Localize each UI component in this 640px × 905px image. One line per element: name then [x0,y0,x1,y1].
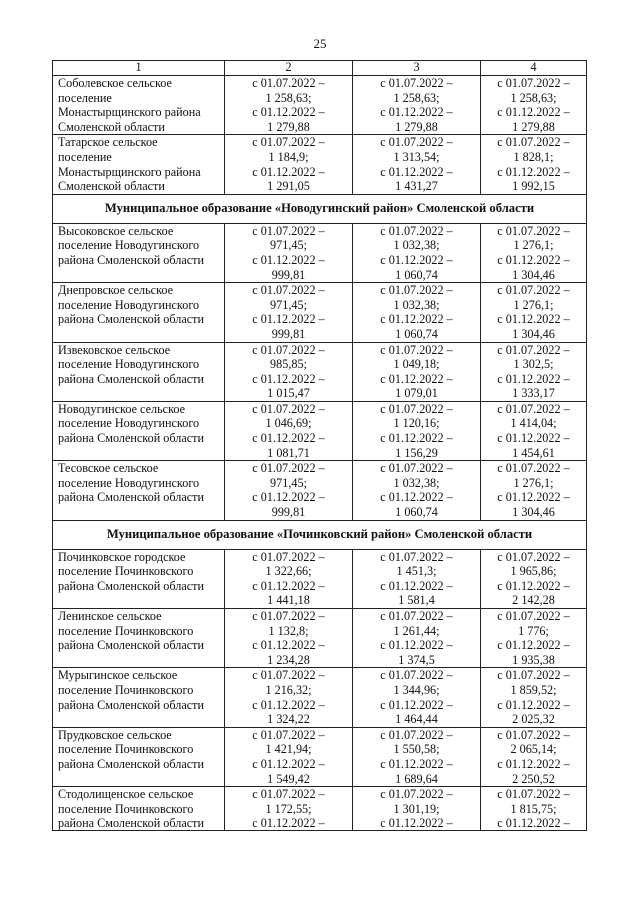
cell-text-line: 1 581,4 [398,593,435,608]
cell-text-line: Монастырщинского района [58,164,201,179]
cell-text-line: 971,45; [270,238,307,253]
cell-text-line: района Смоленской области [58,816,204,831]
table-row [53,342,587,401]
cell-text-line: с 01.07.2022 – [497,76,570,90]
cell-text-line: 2 025,32 [512,712,555,727]
cell-text-line: 1 828,1; [513,149,554,164]
cell-text-line: с 01.12.2022 – [380,697,453,712]
cell-text-line: 1 451,3; [396,564,437,579]
cell-text-line: поселение Починковского [58,801,194,816]
cell-text-line: 1 276,1; [513,238,554,253]
cell-text-line: с 01.07.2022 – [497,668,570,683]
value-cell-col2 [225,401,353,460]
cell-text-line: с 01.12.2022 – [380,252,453,267]
cell-text-line: с 01.07.2022 – [497,135,570,150]
cell-text-line: 1 859,52; [510,682,557,697]
cell-text-line: района Смоленской области [58,756,204,771]
cell-text-line: с 01.07.2022 – [252,549,325,564]
cell-text-line: 1 046,69; [265,416,312,431]
cell-text-line: с 01.07.2022 – [497,727,570,742]
cell-text-line: с 01.12.2022 – [497,371,570,386]
cell-text-line: с 01.12.2022 – [252,816,325,831]
cell-text-line: района Смоленской области [58,431,204,446]
value-cell-col3 [353,401,481,460]
cell-text-line: 1 431,27 [395,179,438,194]
cell-text-line: 1 258,63; [393,90,440,105]
cell-text-line: 1 258,63; [265,90,312,105]
value-cell-col3 [353,461,481,520]
cell-text-line: Смоленской области [58,179,165,194]
cell-text-line: с 01.07.2022 – [252,401,325,416]
cell-text-line: района Смоленской области [58,252,204,267]
cell-text-line: с 01.12.2022 – [380,105,453,120]
cell-text-line: 1 304,46 [512,505,555,520]
cell-text-line: с 01.07.2022 – [497,283,570,298]
value-cell-col4 [481,223,587,282]
settlement-name-cell [53,461,225,520]
cell-text-line: с 01.12.2022 – [497,431,570,446]
cell-text-line: 1 081,71 [267,445,310,460]
cell-text-line: Татарское сельское [58,135,158,150]
header-row [53,61,587,76]
table-row [53,76,587,135]
cell-text-line: 2 250,52 [512,771,555,786]
cell-text-line: 1 935,38 [512,652,555,667]
cell-text-line: 1 279,88 [267,119,310,134]
cell-text-line: 1 079,01 [395,386,438,401]
cell-text-line: с 01.12.2022 – [380,164,453,179]
table-row [53,223,587,282]
section-row [53,520,587,549]
cell-text-line: Смоленской области [58,119,165,134]
value-cell-col4 [481,549,587,608]
cell-text-line: 1 172,55; [265,801,312,816]
cell-text-line: 1 965,86; [510,564,557,579]
cell-text-line: с 01.07.2022 – [252,342,325,357]
cell-text-line: 985,85; [270,357,307,372]
cell-text-line: с 01.07.2022 – [497,787,570,802]
cell-text-line: с 01.12.2022 – [252,490,325,505]
settlement-name-cell [53,401,225,460]
table-row [53,135,587,194]
cell-text-line: с 01.12.2022 – [252,431,325,446]
cell-text-line: Починковское городское [58,549,186,564]
cell-text-line: с 01.12.2022 – [497,756,570,771]
cell-text-line: поселение [58,149,112,164]
cell-text-line: 1 549,42 [267,771,310,786]
cell-text-line: Монастырщинского района [58,105,201,120]
table-row [53,609,587,668]
cell-text-line: 1 261,44; [393,623,440,638]
cell-text-line: с 01.07.2022 – [380,668,453,683]
column-header-4: 4 [481,61,587,76]
cell-text-line: 1 304,46 [512,267,555,282]
cell-text-line: 1 258,63; [510,90,557,105]
cell-text-line: 1 454,61 [512,445,555,460]
cell-text-line: с 01.12.2022 – [497,105,570,120]
value-cell-col3 [353,727,481,786]
cell-text-line: с 01.12.2022 – [497,490,570,505]
cell-text-line: с 01.07.2022 – [252,787,325,802]
cell-text-line: 999,81 [271,267,306,282]
cell-text-line: 1 333,17 [512,386,555,401]
cell-text-line: с 01.12.2022 – [380,431,453,446]
cell-text-line: с 01.07.2022 – [497,223,570,238]
cell-text-line: 1 120,16; [393,416,440,431]
cell-text-line: 1 776; [518,623,549,638]
value-cell-col2 [225,283,353,342]
cell-text-line: с 01.07.2022 – [252,461,325,476]
cell-text-line: с 01.07.2022 – [497,461,570,476]
cell-text-line: 1 815,75; [510,801,557,816]
value-cell-col4 [481,401,587,460]
cell-text-line: 1 322,66; [265,564,312,579]
cell-text-line: 1 313,54; [393,149,440,164]
cell-text-line: 1 301,19; [393,801,440,816]
settlement-name-cell [53,549,225,608]
cell-text-line: Стодолищенское сельское [58,787,194,802]
value-cell-col4 [481,283,587,342]
cell-text-line: Соболевское сельское [58,76,172,90]
cell-text-line: Новодугинское сельское [58,401,186,416]
cell-text-line: с 01.07.2022 – [380,461,453,476]
cell-text-line: с 01.07.2022 – [252,223,325,238]
settlement-name-cell [53,76,225,135]
cell-text-line: района Смоленской области [58,490,204,505]
table-row [53,283,587,342]
cell-text-line: 1 184,9; [268,149,309,164]
cell-text-line: 1 304,46 [512,326,555,341]
cell-text-line: 971,45; [270,297,307,312]
cell-text-line: с 01.12.2022 – [252,697,325,712]
value-cell-col4 [481,668,587,727]
cell-text-line: 1 060,74 [395,326,438,341]
cell-text-line: с 01.07.2022 – [252,668,325,683]
settlement-name-cell [53,668,225,727]
cell-text-line: Мурыгинское сельское [58,668,178,683]
tariff-table [52,60,587,831]
cell-text-line: 1 216,32; [265,682,312,697]
cell-text-line: поселение [58,90,112,105]
cell-text-line: 1 032,38; [393,297,440,312]
value-cell-col4 [481,135,587,194]
value-cell-col4 [481,609,587,668]
settlement-name-cell [53,787,225,831]
cell-text-line: 1 060,74 [395,505,438,520]
cell-text-line: 1 302,5; [513,357,554,372]
value-cell-col2 [225,342,353,401]
cell-text-line: 1 344,96; [393,682,440,697]
cell-text-line: района Смоленской области [58,578,204,593]
value-cell-col2 [225,461,353,520]
settlement-name-cell [53,342,225,401]
cell-text-line: с 01.07.2022 – [380,342,453,357]
cell-text-line: с 01.12.2022 – [380,816,453,831]
cell-text-line: с 01.12.2022 – [497,252,570,267]
cell-text-line: с 01.12.2022 – [497,638,570,653]
cell-text-line: Прудковское сельское [58,727,172,742]
cell-text-line: с 01.12.2022 – [380,638,453,653]
cell-text-line: с 01.12.2022 – [380,371,453,386]
value-cell-col2 [225,76,353,135]
cell-text-line: с 01.12.2022 – [497,312,570,327]
section-row [53,194,587,223]
cell-text-line: с 01.12.2022 – [252,252,325,267]
cell-text-line: района Смоленской области [58,638,204,653]
value-cell-col2 [225,787,353,831]
cell-text-line: Извековское сельское [58,342,171,357]
value-cell-col4 [481,342,587,401]
cell-text-line: 1 291,05 [267,179,310,194]
cell-text-line: с 01.12.2022 – [380,756,453,771]
cell-text-line: 2 065,14; [510,742,557,757]
cell-text-line: с 01.12.2022 – [497,697,570,712]
cell-text-line: 1 421,94; [265,742,312,757]
table-row [53,727,587,786]
cell-text-line: с 01.12.2022 – [380,578,453,593]
value-cell-col3 [353,609,481,668]
cell-text-line: с 01.12.2022 – [252,371,325,386]
value-cell-col2 [225,609,353,668]
value-cell-col3 [353,342,481,401]
cell-text-line: района Смоленской области [58,312,204,327]
cell-text-line: Тесовское сельское [58,461,159,476]
cell-text-line: 1 015,47 [267,386,310,401]
cell-text-line: с 01.12.2022 – [497,164,570,179]
cell-text-line: с 01.07.2022 – [497,549,570,564]
cell-text-line: 1 441,18 [267,593,310,608]
cell-text-line: с 01.07.2022 – [497,609,570,623]
value-cell-col3 [353,549,481,608]
cell-text-line: 1 132,8; [268,623,309,638]
value-cell-col2 [225,727,353,786]
cell-text-line: с 01.07.2022 – [380,401,453,416]
settlement-name-cell [53,609,225,668]
cell-text-line: с 01.12.2022 – [252,164,325,179]
value-cell-col4 [481,76,587,135]
cell-text-line: 1 464,44 [395,712,438,727]
cell-text-line: 1 414,04; [510,416,557,431]
value-cell-col4 [481,461,587,520]
value-cell-col3 [353,76,481,135]
cell-text-line: 1 234,28 [267,652,310,667]
cell-text-line: 1 279,88 [512,119,555,134]
table-row [53,461,587,520]
cell-text-line: с 01.07.2022 – [497,401,570,416]
cell-text-line: 1 324,22 [267,712,310,727]
cell-text-line: поселение Новодугинского [58,297,200,312]
cell-text-line: района Смоленской области [58,697,204,712]
cell-text-line: Ленинское сельское [58,609,162,623]
cell-text-line: с 01.07.2022 – [380,283,453,298]
column-header-1: 1 [53,61,225,76]
cell-text-line: с 01.07.2022 – [497,342,570,357]
cell-text-line: района Смоленской области [58,371,204,386]
cell-text-line: поселение Починковского [58,564,194,579]
cell-text-line: с 01.07.2022 – [252,727,325,742]
column-header-2: 2 [225,61,353,76]
cell-text-line: с 01.07.2022 – [252,283,325,298]
value-cell-col2 [225,668,353,727]
cell-text-line: поселение Починковского [58,623,194,638]
cell-text-line: с 01.12.2022 – [380,312,453,327]
cell-text-line: с 01.12.2022 – [497,578,570,593]
cell-text-line: с 01.07.2022 – [252,609,325,623]
settlement-name-cell [53,223,225,282]
cell-text-line: 999,81 [271,505,306,520]
value-cell-col4 [481,727,587,786]
cell-text-line: с 01.12.2022 – [252,638,325,653]
cell-text-line: поселение Починковского [58,742,194,757]
cell-text-line: с 01.07.2022 – [380,549,453,564]
cell-text-line: 1 049,18; [393,357,440,372]
column-header-3: 3 [353,61,481,76]
table-body [53,76,587,831]
value-cell-col3 [353,223,481,282]
table-row [53,787,587,831]
cell-text-line: с 01.12.2022 – [497,816,570,831]
value-cell-col4 [481,787,587,831]
cell-text-line: с 01.07.2022 – [380,135,453,150]
cell-text-line: 1 550,58; [393,742,440,757]
section-title: Муниципальное образование «Новодугинский район» Смоленской области [53,194,587,223]
cell-text-line: поселение Новодугинского [58,475,200,490]
cell-text-line: Днепровское сельское [58,283,174,298]
cell-text-line: 1 032,38; [393,475,440,490]
section-title: Муниципальное образование «Починковский район» Смоленской области [53,520,587,549]
cell-text-line: 1 992,15 [512,179,555,194]
settlement-name-cell [53,135,225,194]
cell-text-line: 1 156,29 [395,445,438,460]
cell-text-line: поселение Новодугинского [58,238,200,253]
value-cell-col3 [353,787,481,831]
cell-text-line: поселение Новодугинского [58,357,200,372]
value-cell-col3 [353,283,481,342]
cell-text-line: 1 276,1; [513,297,554,312]
settlement-name-cell [53,727,225,786]
cell-text-line: с 01.12.2022 – [252,105,325,120]
cell-text-line: 1 374,5 [398,652,435,667]
cell-text-line: 1 032,38; [393,238,440,253]
cell-text-line: 2 142,28 [512,593,555,608]
page-number: 25 [313,36,327,51]
cell-text-line: 1 689,64 [395,771,438,786]
cell-text-line: с 01.12.2022 – [252,312,325,327]
cell-text-line: с 01.07.2022 – [380,223,453,238]
cell-text-line: с 01.07.2022 – [252,76,325,90]
cell-text-line: Высоковское сельское [58,223,174,238]
cell-text-line: с 01.07.2022 – [380,787,453,802]
table-row [53,668,587,727]
table-row [53,401,587,460]
settlement-name-cell [53,283,225,342]
cell-text-line: с 01.12.2022 – [380,490,453,505]
value-cell-col2 [225,223,353,282]
cell-text-line: с 01.07.2022 – [380,76,453,90]
cell-text-line: с 01.07.2022 – [380,609,453,623]
cell-text-line: поселение Новодугинского [58,416,200,431]
value-cell-col2 [225,549,353,608]
cell-text-line: с 01.12.2022 – [252,756,325,771]
value-cell-col3 [353,135,481,194]
cell-text-line: поселение Починковского [58,682,194,697]
table-row [53,549,587,608]
cell-text-line: 1 279,88 [395,119,438,134]
cell-text-line: с 01.07.2022 – [380,727,453,742]
cell-text-line: 1 276,1; [513,475,554,490]
cell-text-line: с 01.12.2022 – [252,578,325,593]
cell-text-line: 1 060,74 [395,267,438,282]
cell-text-line: с 01.07.2022 – [252,135,325,150]
value-cell-col3 [353,668,481,727]
cell-text-line: 999,81 [271,326,306,341]
cell-text-line: 971,45; [270,475,307,490]
value-cell-col2 [225,135,353,194]
